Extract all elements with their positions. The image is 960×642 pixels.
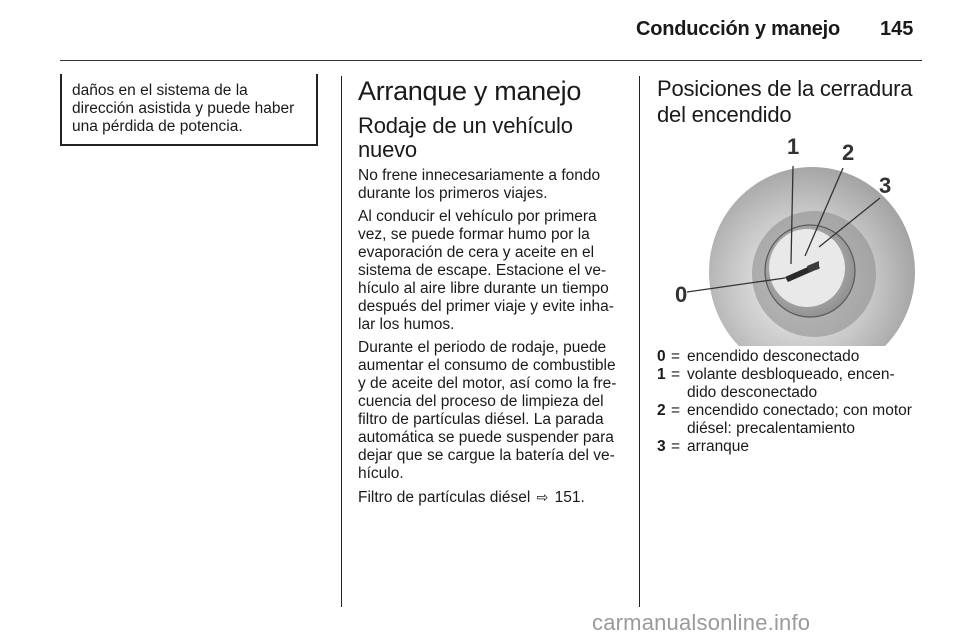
note-line: una pérdida de potencia.	[72, 118, 243, 135]
legend-text	[687, 438, 749, 456]
legend-item	[657, 348, 927, 366]
legend-key: 2	[657, 402, 666, 419]
ignition-lock-illustration	[657, 132, 922, 346]
text-line: después del primer viaje y evite inha-	[358, 298, 614, 315]
position-label-0: 0	[675, 282, 688, 307]
legend-line: arranque	[687, 438, 750, 455]
legend-item	[657, 402, 927, 438]
text-line: evaporación de cera y aceite en el	[358, 244, 595, 261]
legend-equals: =	[671, 402, 681, 419]
reference-page: 151.	[554, 489, 585, 506]
legend-item	[657, 366, 927, 402]
note-line: dirección asistida y puede haber	[72, 100, 295, 117]
legend-text	[687, 348, 859, 366]
ignition-lock-svg	[657, 132, 922, 346]
legend-equals: =	[671, 348, 681, 365]
paragraph-3	[358, 339, 623, 483]
legend-line: volante desbloqueado, encen-	[687, 366, 895, 383]
text-line: durante los primeros viajes.	[358, 185, 548, 202]
position-label-1: 1	[787, 134, 800, 159]
right-column	[657, 76, 927, 456]
subheading-line: nuevo	[358, 137, 417, 162]
text-line: vez, se puede formar humo por la	[358, 226, 590, 243]
text-line: y de aceite del motor, así como la fre-	[358, 375, 617, 392]
text-line: lar los humos.	[358, 316, 455, 333]
section-title: Conducción y manejo	[636, 18, 841, 40]
text-line: hículo al aire libre durante un tiempo	[358, 280, 609, 297]
reference-arrow-icon: ⇨	[536, 489, 549, 505]
text-line: Durante el periodo de rodaje, puede	[358, 339, 607, 356]
column-divider-left	[341, 76, 342, 607]
legend-text	[687, 402, 912, 438]
position-label-3: 3	[879, 173, 892, 198]
legend-key: 0	[657, 348, 666, 365]
legend-line: dido desconectado	[687, 384, 818, 401]
legend-equals: =	[671, 366, 681, 383]
text-line: No frene innecesariamente a fondo	[358, 167, 601, 184]
paragraph-2	[358, 208, 623, 334]
legend-text	[687, 366, 895, 402]
note-line: daños en el sistema de la	[72, 82, 248, 99]
text-line: sistema de escape. Estacione el ve-	[358, 262, 607, 279]
legend-key: 3	[657, 438, 666, 455]
middle-column	[358, 76, 623, 507]
legend-line: diésel: precalentamiento	[687, 420, 856, 437]
text-line: cuencia del proceso de limpieza del	[358, 393, 604, 410]
column-divider-right	[639, 76, 640, 607]
legend-equals: =	[671, 438, 681, 455]
subsection-heading	[358, 114, 623, 162]
site-watermark: carmanualsonline.info	[592, 610, 811, 635]
section-heading: Arranque y manejo	[358, 76, 582, 106]
text-line: automática se puede suspender para	[358, 429, 614, 446]
legend-key: 1	[657, 366, 666, 383]
text-line: aumentar el consumo de combustible	[358, 357, 616, 374]
text-line: filtro de partículas diésel. La parada	[358, 411, 604, 428]
heading-line: Posiciones de la cerradura	[657, 76, 913, 101]
position-label-2: 2	[842, 140, 855, 165]
continued-note-box	[60, 74, 318, 146]
section-heading	[657, 76, 927, 128]
reference-text: Filtro de partículas diésel	[358, 489, 531, 506]
legend-line: encendido desconectado	[687, 348, 860, 365]
heading-line: del encendido	[657, 102, 792, 127]
header-divider	[60, 60, 922, 61]
text-line: Al conducir el vehículo por primera	[358, 208, 597, 225]
page-number: 145	[880, 18, 914, 40]
legend-item	[657, 438, 927, 456]
legend-line: encendido conectado; con motor	[687, 402, 912, 419]
paragraph-1	[358, 167, 623, 203]
subheading-line: Rodaje de un vehículo	[358, 113, 573, 138]
text-line: hículo.	[358, 465, 404, 482]
position-legend	[657, 348, 927, 456]
cross-reference[interactable]	[358, 488, 623, 507]
text-line: dejar que se cargue la batería del ve-	[358, 447, 615, 464]
